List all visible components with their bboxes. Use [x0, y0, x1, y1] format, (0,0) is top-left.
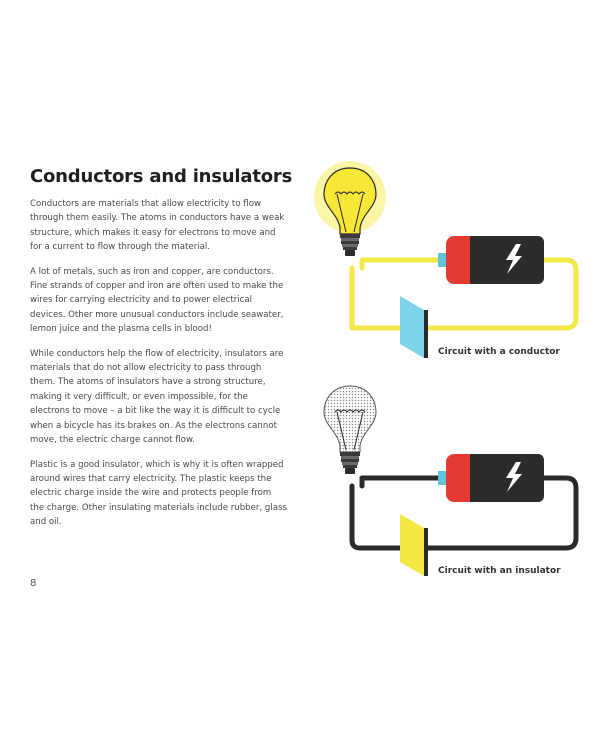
paragraph-conductors-intro: Conductors are materials that allow electricity to flow through them easily. The atoms in conductors have a weak structure, which makes it easy for electrons to move and for a current to flow through the material.: [30, 199, 285, 253]
page-title: Conductors and insulators: [30, 166, 293, 187]
body-text: [30, 197, 288, 540]
conductor-circuit: [314, 161, 576, 358]
insulator-material: [400, 514, 428, 576]
unlit-bulb-icon: [324, 386, 376, 474]
battery-icon: [438, 236, 544, 284]
paragraph-insulators-intro: While conductors help the flow of electricity, insulators are materials that do not allow electricity to pass through them. The atoms of insulators have a strong structure, making it very difficult, or even impossible, for the electrons to move – a bit like the way it is difficult to cycle when a bicycle has its brakes on. As the electrons cannot move, the electric charge cannot flow.: [30, 348, 284, 446]
paragraph-plastic: Plastic is a good insulator, which is why it is often wrapped around wires that carry electricity. The plastic keeps the electric charge inside the wire and protects people from the charge. Other insulating materials include rubber, glass and oil.: [30, 459, 287, 528]
caption-insulator: Circuit with an insulator: [438, 566, 561, 576]
insulator-circuit: [324, 386, 576, 576]
lit-bulb-icon: [324, 168, 376, 256]
page-number: 8: [30, 578, 37, 589]
caption-conductor: Circuit with a conductor: [438, 347, 560, 357]
paragraph-metals: A lot of metals, such as iron and copper, are conductors. Fine strands of copper and iron are often used to make the wires for carrying electricity and to power electrical devices. Other more unusual conductors include seawater, lemon juice and the plasma cells in blood!: [30, 266, 284, 335]
circuit-diagrams: [300, 150, 590, 600]
battery-icon-2: [438, 454, 544, 502]
insulator-wire-top: [362, 478, 440, 486]
conductor-wire-top: [362, 260, 440, 268]
conductor-material: [400, 296, 428, 358]
